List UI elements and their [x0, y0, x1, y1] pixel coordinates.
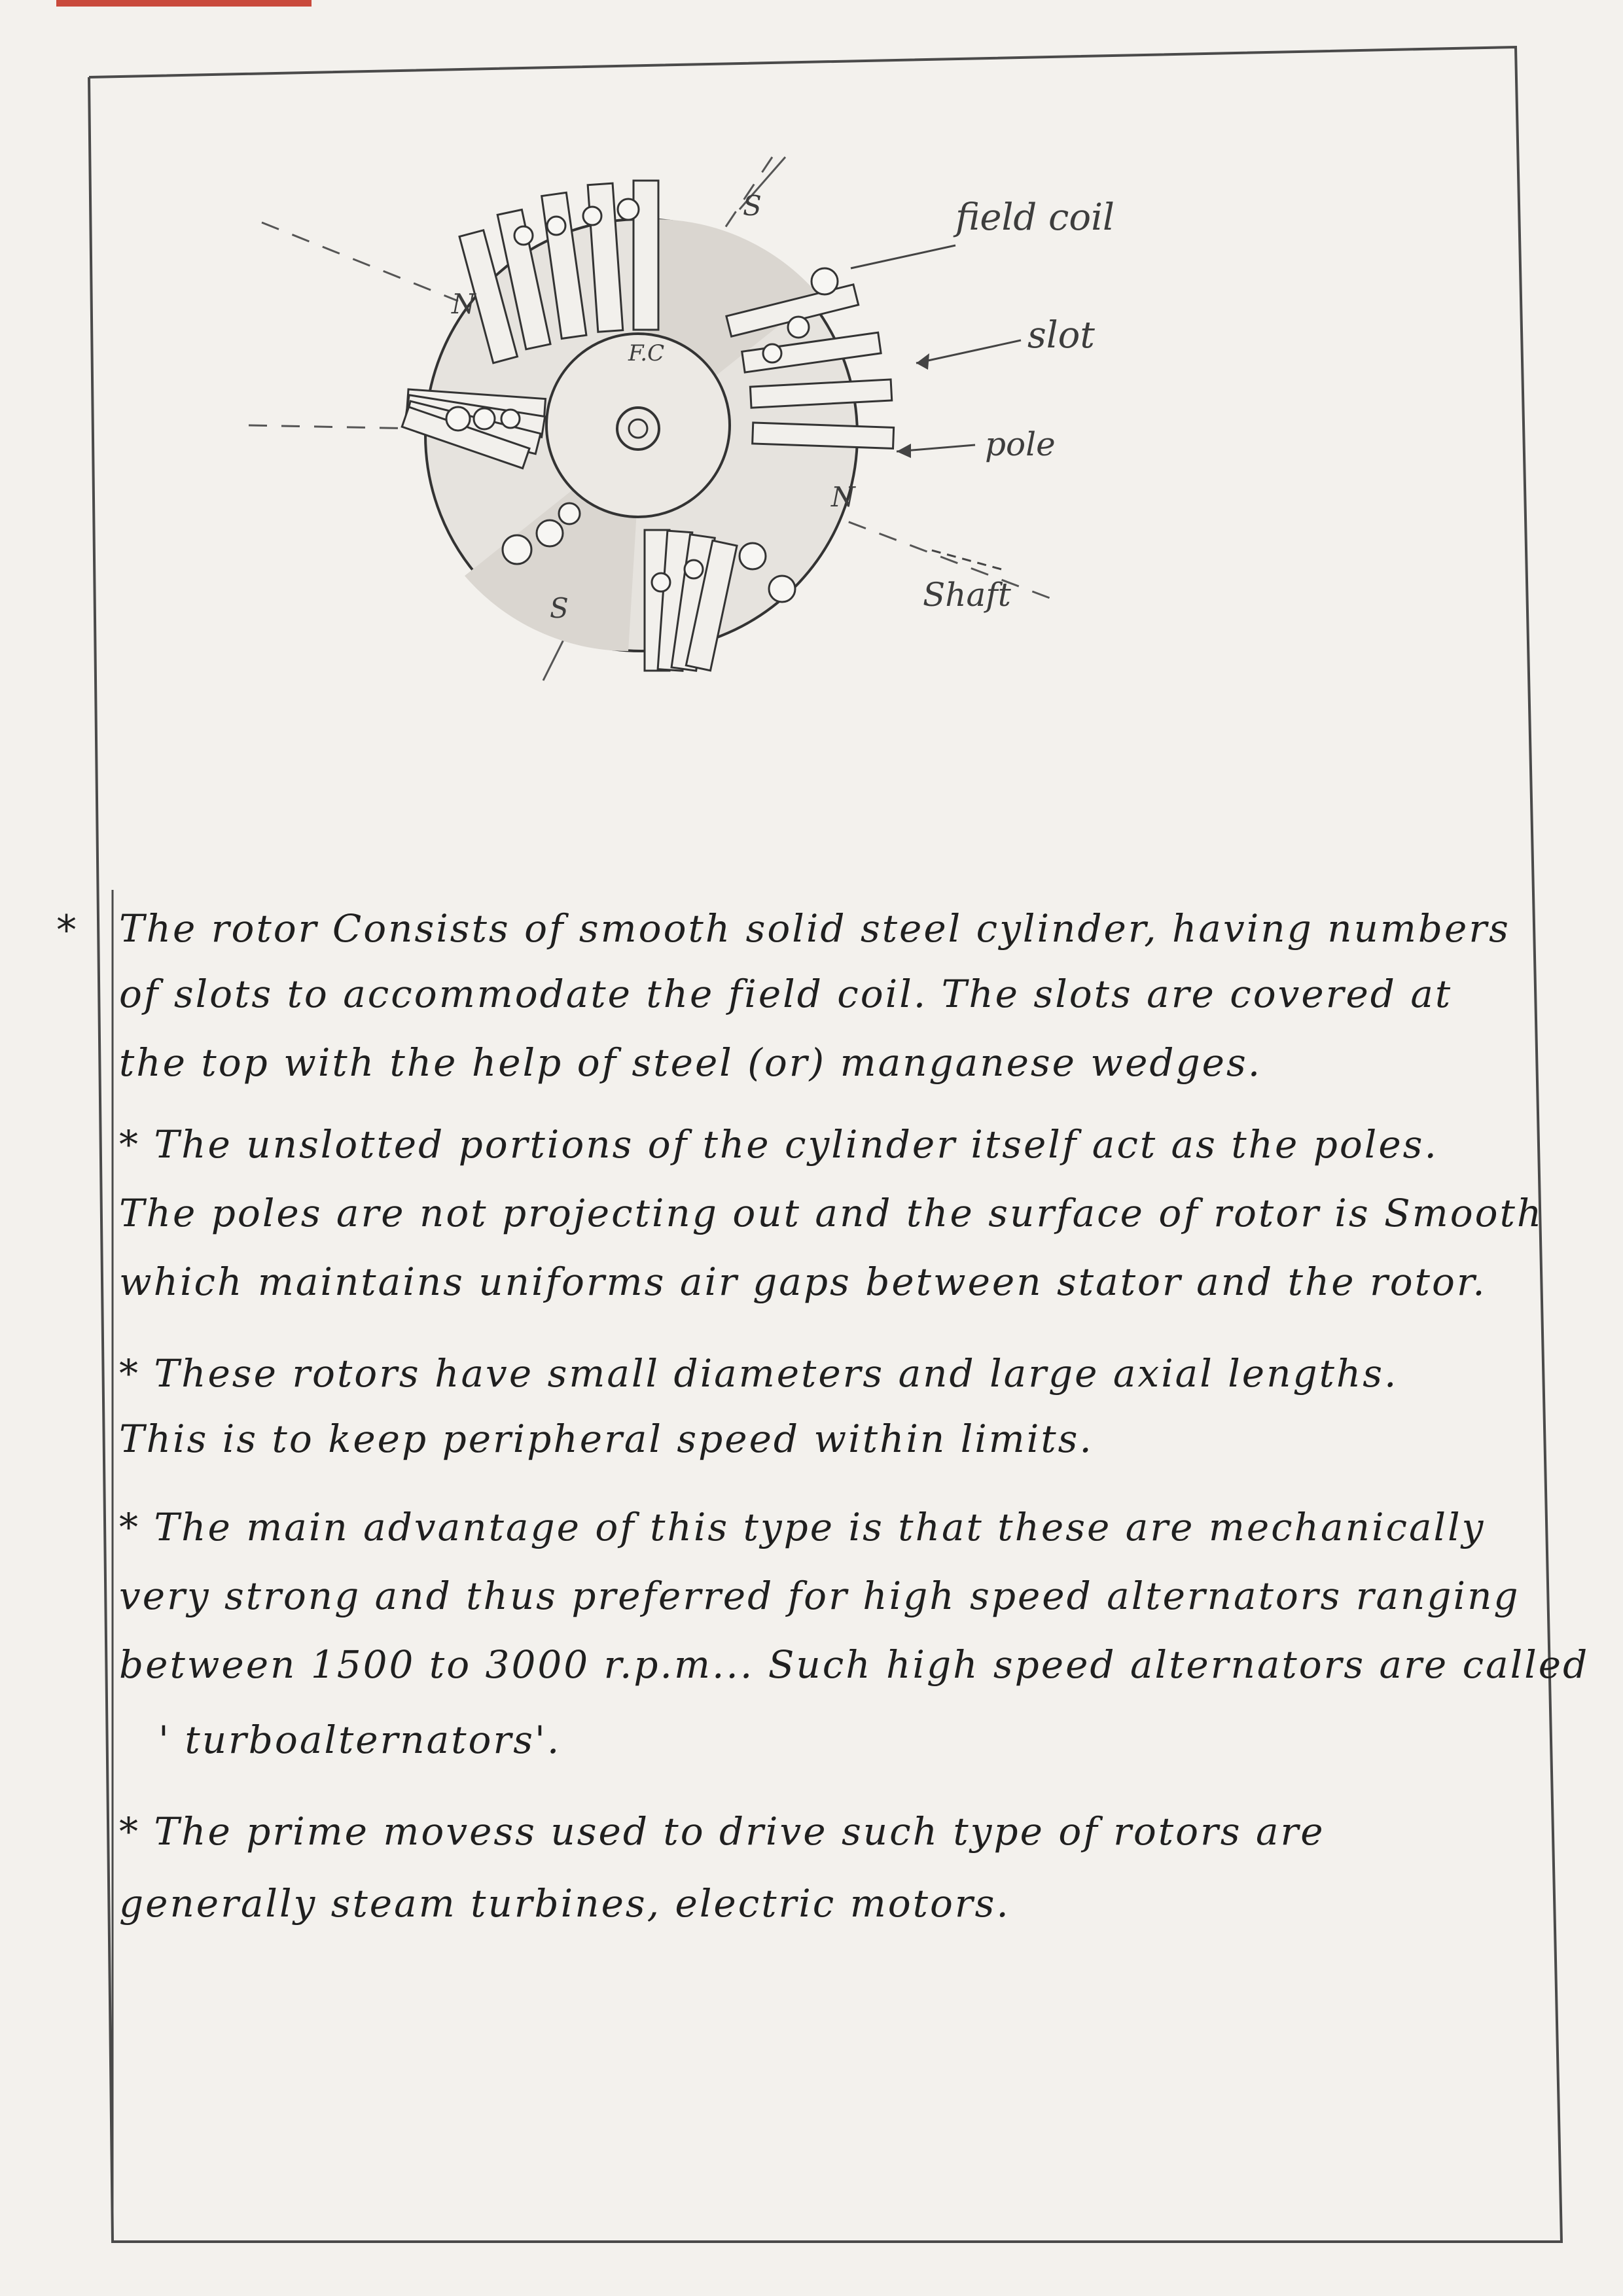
note-line: * The unslotted portions of the cylinder itself act as the poles.: [119, 1122, 1438, 1167]
center-label: F.C: [628, 340, 665, 366]
shaft-arrow: [929, 550, 1001, 569]
note-line: which maintains uniforms air gaps between stator and the rotor.: [119, 1260, 1487, 1304]
note-line: The poles are not projecting out and the surface of rotor is Smooth: [119, 1191, 1544, 1235]
pole-label-s-top: S: [743, 190, 762, 222]
note-line: * The prime movess used to drive such type of rotors are: [119, 1809, 1325, 1854]
field-coil-arrow: [851, 245, 955, 268]
rotor-diagram: [0, 0, 1623, 707]
note-line: The rotor Consists of smooth solid steel cylinder, having numbers: [119, 906, 1510, 951]
callout-pole: pole: [985, 425, 1056, 463]
slot-arrow: [916, 340, 1021, 363]
note-line: ' turboalternators'.: [158, 1718, 562, 1762]
note-line: of slots to accommodate the field coil. The slots are covered at: [119, 972, 1453, 1016]
slot-arrowhead: [916, 353, 929, 370]
pole-label-n-left: N: [452, 288, 476, 320]
note-line: very strong and thus preferred for high speed alternators ranging: [119, 1574, 1520, 1618]
callout-slot: slot: [1027, 314, 1095, 357]
callout-shaft: Shaft: [923, 576, 1011, 614]
note-line: the top with the help of steel (or) manganese wedges.: [119, 1040, 1262, 1085]
bullet-star: *: [56, 906, 77, 954]
note-line: * The main advantage of this type is that these are mechanically: [119, 1505, 1486, 1549]
note-line: generally steam turbines, electric motors.: [119, 1881, 1010, 1926]
pole-label-s-bottom: S: [550, 592, 569, 624]
note-line: * These rotors have small diameters and large axial lengths.: [119, 1351, 1399, 1396]
note-line: between 1500 to 3000 r.p.m... Such high speed alternators are called: [119, 1642, 1590, 1687]
pole-label-n-right: N: [831, 481, 855, 513]
callout-field-coil: field coil: [955, 196, 1115, 239]
note-line: This is to keep peripheral speed within limits.: [119, 1417, 1094, 1461]
pole-arrowhead: [897, 444, 911, 458]
slot-group-bottom: [645, 530, 737, 671]
